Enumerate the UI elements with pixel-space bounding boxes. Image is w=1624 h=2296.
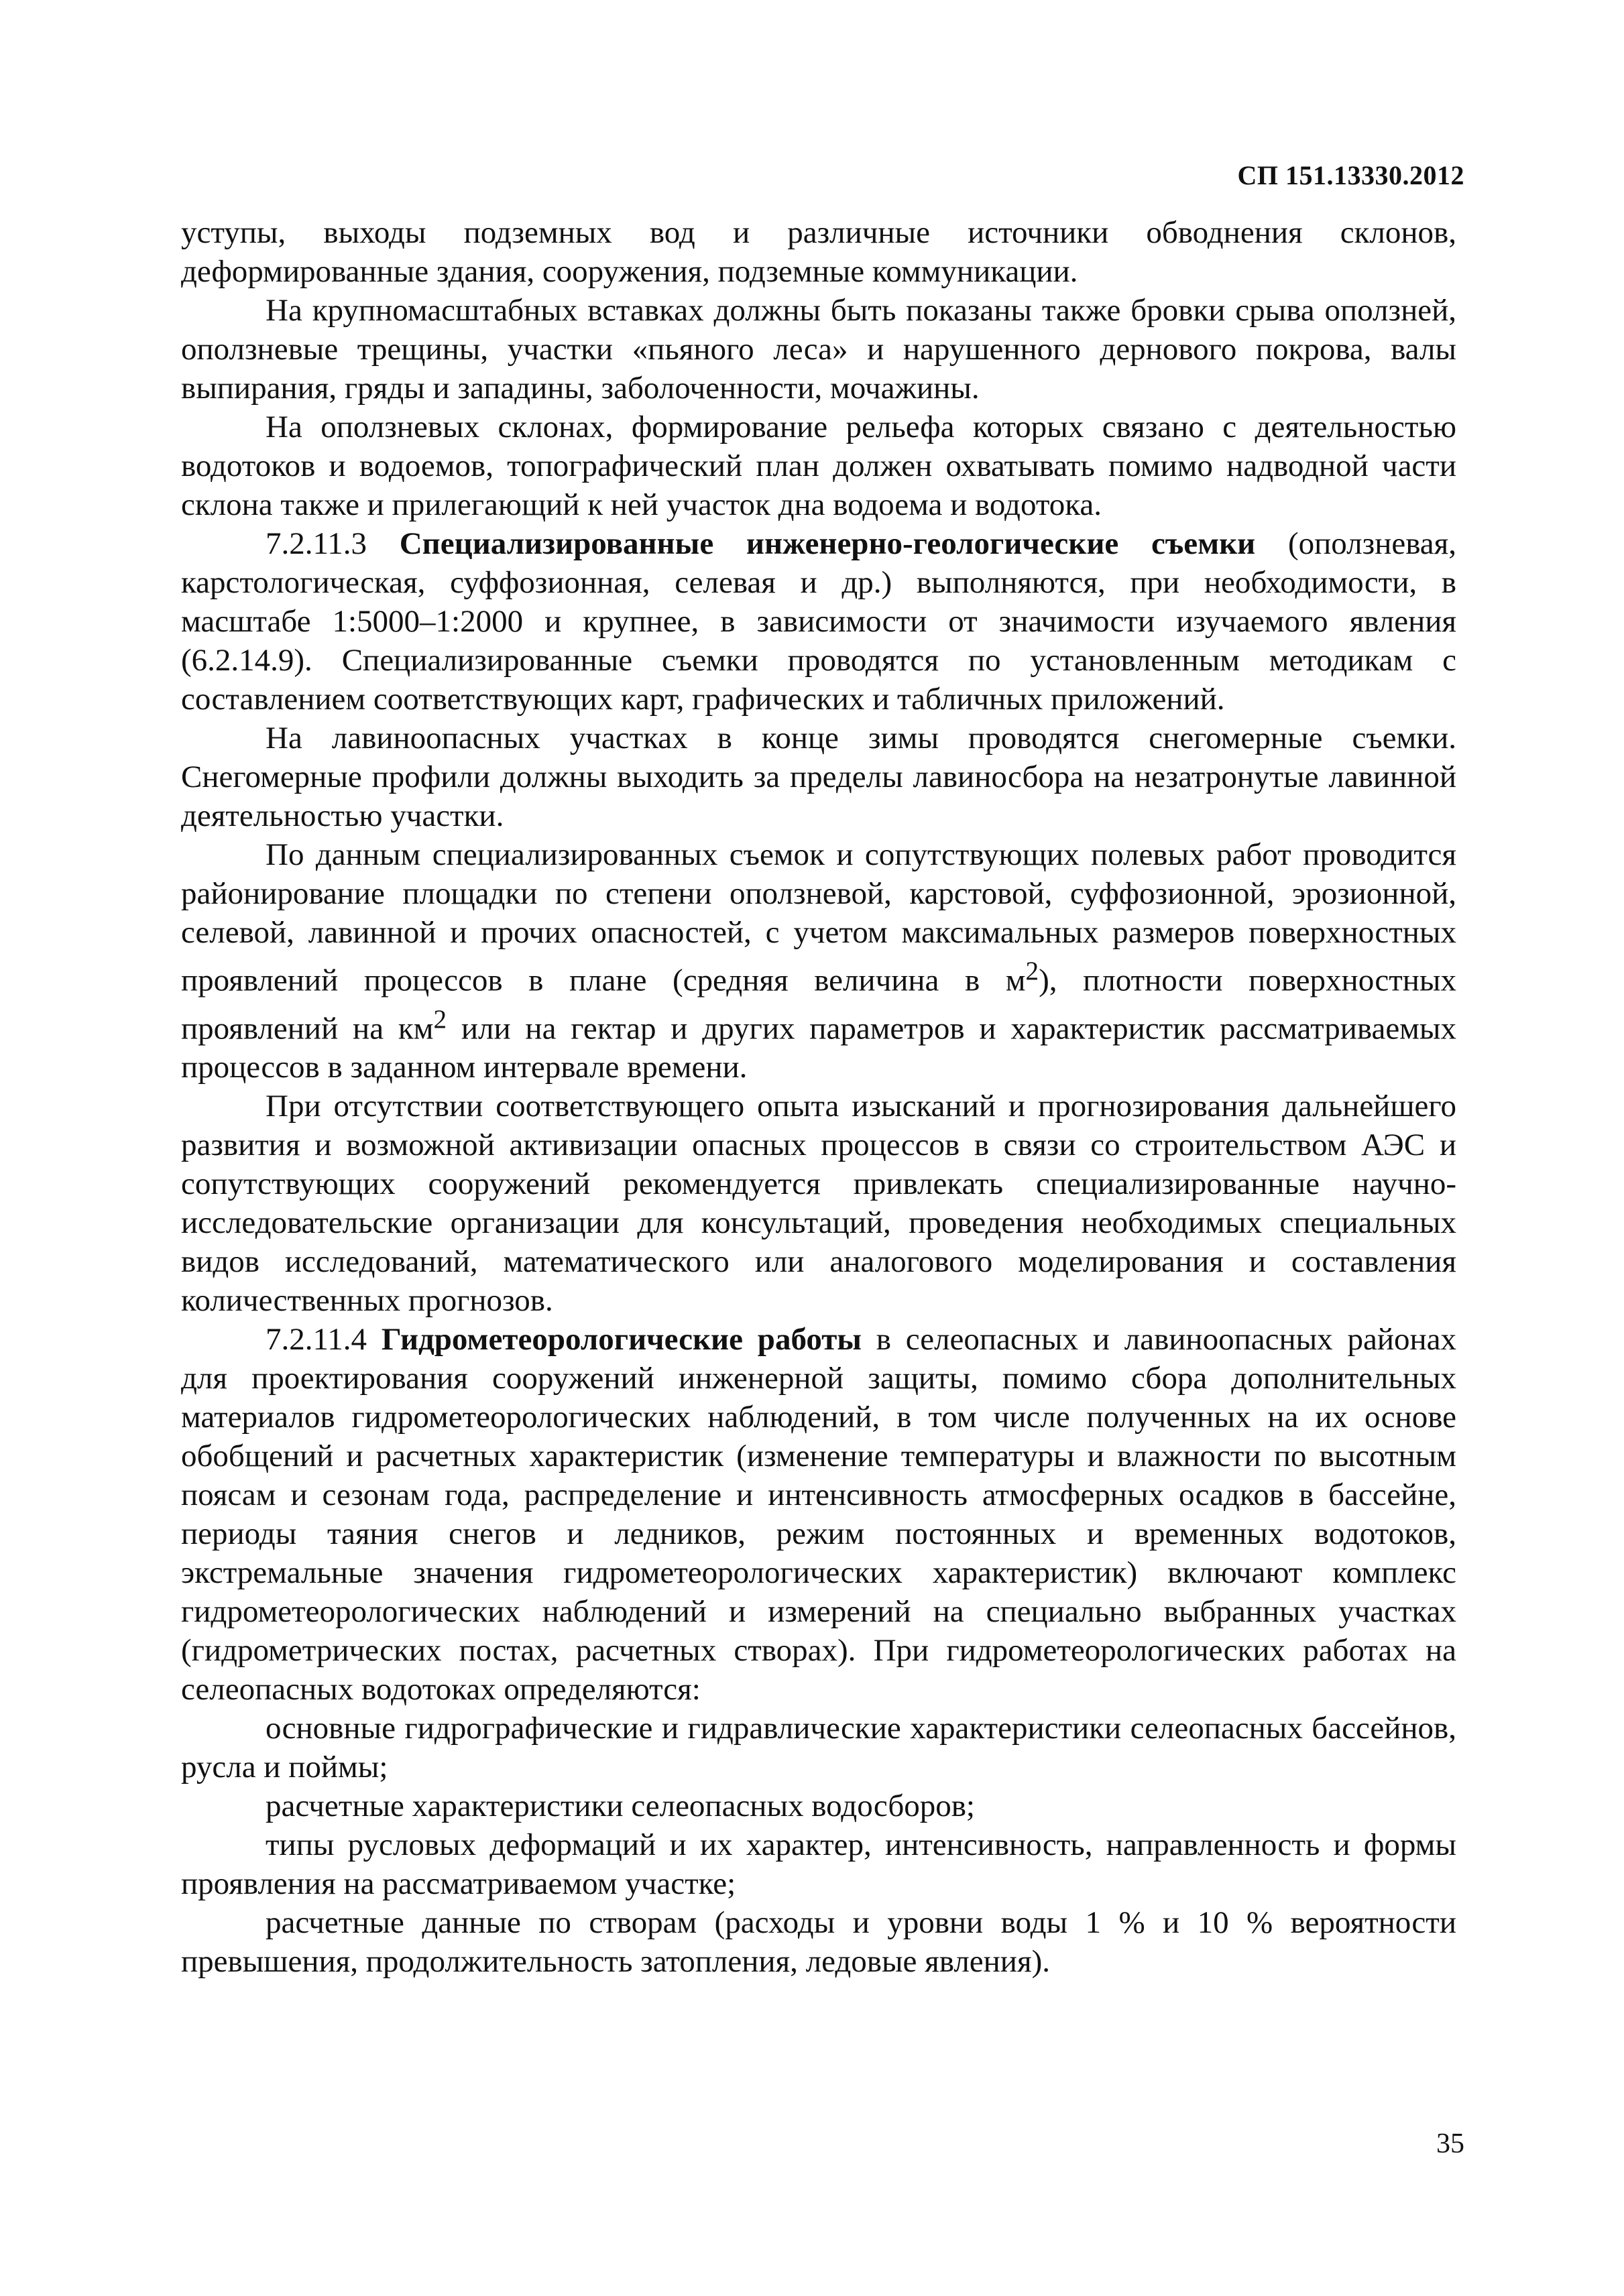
document-body bbox=[181, 213, 1456, 1981]
document-code-header: СП 151.13330.2012 bbox=[1237, 160, 1464, 190]
section-text: (оползневая, карстологическая, суффозионная, селевая и др.) выполняются, при необходимости, в масштабе 1:5000–1:2000 и крупнее, в зависимости от значимости изучаемого явления (6.2.14.9). Специализированные съемки проводятся по установленным методикам с составлением соответствующих карт, графических и табличных приложений. bbox=[181, 526, 1457, 717]
section-title: Гидрометеорологические работы bbox=[381, 1322, 862, 1357]
paragraph-1: уступы, выходы подземных вод и различные источники обводнения склонов, деформированные здания, сооружения, подземные коммуникации. bbox=[181, 215, 1456, 289]
paragraph-zoning bbox=[181, 835, 1456, 1087]
list-item-gauges: расчетные данные по створам (расходы и уровни воды 1 % и 10 % вероятности превышения, продолжительность затопления, ледовые явления). bbox=[181, 1905, 1456, 1980]
section-number: 7.2.11.3 bbox=[266, 526, 367, 561]
paragraph-3: На оползневых склонах, формирование рельефа которых связано с деятельностью водотоков и водоемов, топографический план должен охватывать помимо надводной части склона также и прилегающий к ней участок дна водоема и водотока. bbox=[181, 410, 1456, 522]
superscript-square-m: 2 bbox=[1025, 957, 1039, 985]
superscript-square-km: 2 bbox=[433, 1004, 447, 1034]
zoning-text-part-3: или на гектар и других параметров и характеристик рассматриваемых процессов в заданном интервале времени. bbox=[181, 1011, 1456, 1085]
list-item-calculated: расчетные характеристики селеопасных водосборов; bbox=[266, 1789, 975, 1824]
paragraph-2: На крупномасштабных вставках должны быть показаны также бровки срыва оползней, оползневые трещины, участки «пьяного леса» и нарушенного дернового покрова, валы выпирания, гряды и западины, заболоченности, мочажины. bbox=[181, 293, 1456, 406]
list-item-hydrographic: основные гидрографические и гидравлические характеристики селеопасных бассейнов, русла и поймы; bbox=[181, 1711, 1456, 1785]
paragraph-avalanche: На лавиноопасных участках в конце зимы проводятся снегомерные съемки. Снегомерные профили должны выходить за пределы лавиносбора на незатронутые лавинной деятельностью участки. bbox=[181, 721, 1456, 833]
zoning-text-part-2: ), плотности поверхностных проявлений на км bbox=[181, 963, 1456, 1046]
page-number: 35 bbox=[1436, 2128, 1464, 2159]
list-item-deformations: типы русловых деформаций и их характер, интенсивность, направленность и формы проявления на рассматриваемом участке; bbox=[181, 1827, 1456, 1902]
section-title: Специализированные инженерно-геологические съемки bbox=[399, 526, 1256, 561]
section-7-2-11-3 bbox=[181, 524, 1456, 719]
section-7-2-11-4 bbox=[181, 1320, 1456, 1709]
paragraph-consultation: При отсутствии соответствующего опыта изысканий и прогнозирования дальнейшего развития и возможной активизации опасных процессов в связи со строительством АЭС и сопутствующих сооружений рекомендуется привлекать специализированные научно-исследовательские организации для консультаций, проведения необходимых специальных видов исследований, математического или аналогового моделирования и составления количественных прогнозов. bbox=[181, 1089, 1456, 1319]
section-number: 7.2.11.4 bbox=[266, 1322, 367, 1357]
zoning-text-part-1: По данным специализированных съемок и сопутствующих полевых работ проводится районирование площадки по степени оползневой, карстовой, суффозионной, эрозионной, селевой, лавинной и прочих опасностей, с учетом максимальных размеров поверхностных проявлений процессов в плане (средняя величина в м bbox=[181, 837, 1456, 998]
section-text: в селеопасных и лавиноопасных районах для проектирования сооружений инженерной защиты, помимо сбора дополнительных материалов гидрометеорологических наблюдений, в том числе полученных на их основе обобщений и расчетных характеристик (изменение температуры и влажности по высотным поясам и сезонам года, распределение и интенсивность атмосферных осадков в бассейне, периоды таяния снегов и ледников, режим постоянных и временных водотоков, экстремальные значения гидрометеорологических характеристик) включают комплекс гидрометеорологических наблюдений и измерений на специально выбранных участках (гидрометрических постах, расчетных створах). При гидрометеорологических работах на селеопасных водотоках определяются: bbox=[181, 1322, 1457, 1707]
